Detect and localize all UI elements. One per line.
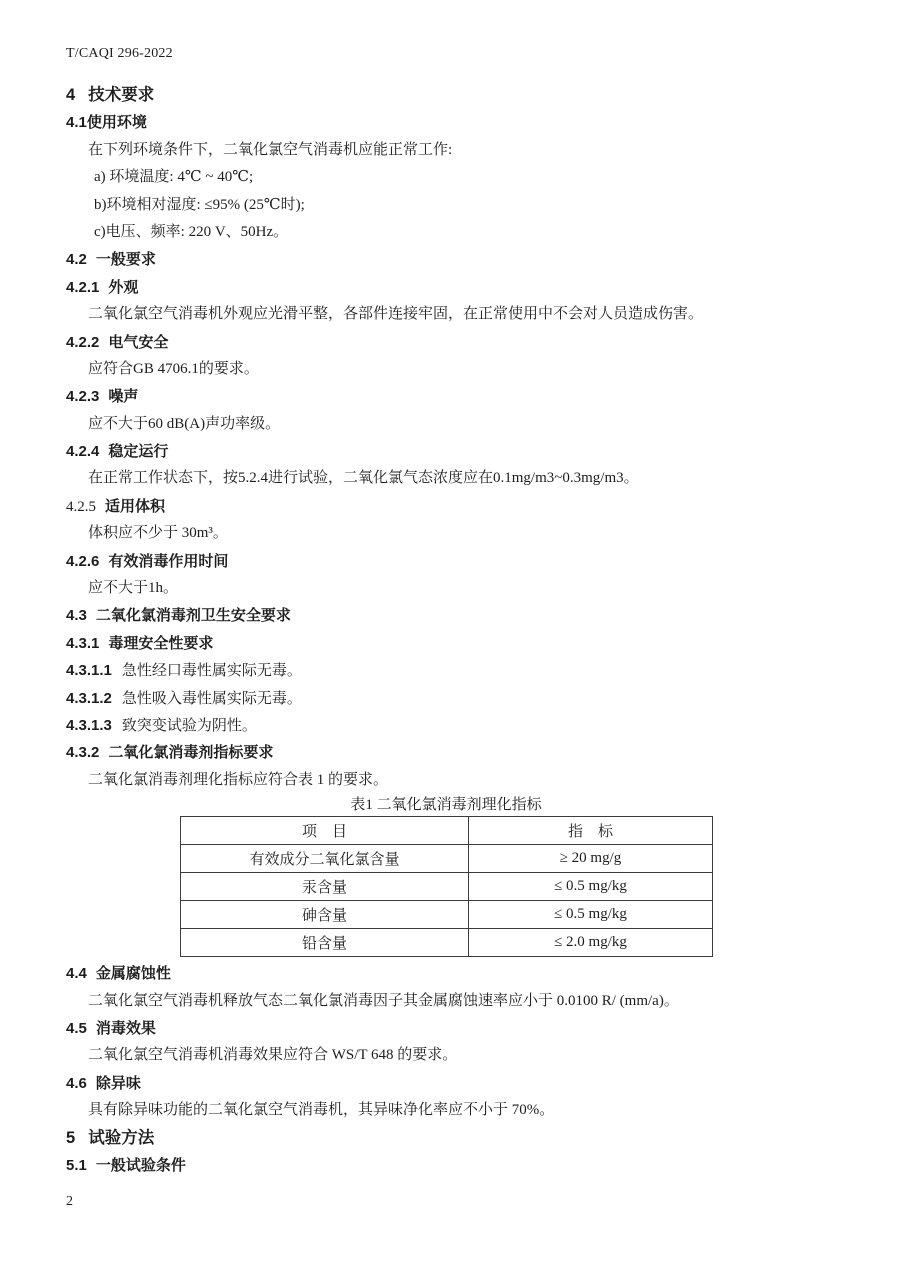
table-header-row [181, 817, 713, 845]
clause-text: 致突变试验为阴性。 [121, 717, 257, 734]
heading-4-5 [66, 1015, 840, 1042]
column-header-spec: 指 标 [469, 817, 713, 845]
cell-spec: ≥ 20 mg/g [469, 845, 713, 873]
paragraph-4-2-3: 应不大于60 dB(A)声功率级。 [88, 415, 281, 432]
column-header-item: 项 目 [181, 817, 469, 845]
clause-4-3-1-2 [66, 685, 840, 712]
heading-4-1 [66, 109, 840, 136]
heading-4-6 [66, 1070, 840, 1097]
heading-number: 4.2.4 [66, 443, 100, 461]
heading-number: 4.1 [66, 114, 87, 132]
heading-4-3-2 [66, 739, 840, 766]
heading-title: 试验方法 [88, 1128, 155, 1147]
heading-number: 5.1 [66, 1156, 87, 1174]
paragraph-4-2-5: 体积应不少于 30m³。 [88, 525, 228, 542]
table-row [181, 845, 713, 873]
table-1-block [66, 794, 840, 957]
standard-number-header: T/CAQI 296-2022 [66, 46, 173, 61]
heading-number: 4.3.2 [66, 744, 100, 762]
paragraph-4-4: 二氧化氯空气消毒机释放气态二氧化氯消毒因子其金属腐蚀速率应小于 0.0100 R/ (mm/a)。 [88, 992, 679, 1009]
heading-4-3-1 [66, 630, 840, 657]
heading-number: 4.3 [66, 607, 87, 625]
heading-4-2-2 [66, 329, 840, 356]
cell-item: 砷含量 [181, 901, 469, 929]
heading-number: 5 [66, 1128, 76, 1147]
table-row [181, 873, 713, 901]
cell-spec: ≤ 0.5 mg/kg [469, 873, 713, 901]
paragraph-4-6: 具有除异味功能的二氧化氯空气消毒机，其异味净化率应不小于 70%。 [88, 1102, 555, 1119]
table-row [181, 929, 713, 957]
heading-number: 4.2.5 [66, 498, 96, 515]
cell-spec: ≤ 2.0 mg/kg [469, 929, 713, 957]
heading-title: 消毒效果 [95, 1019, 156, 1037]
cell-item: 铅含量 [181, 929, 469, 957]
heading-4-2-6 [66, 548, 840, 575]
paragraph-4-2-2: 应符合GB 4706.1的要求。 [88, 360, 259, 377]
table-1-caption: 表1 二氧化氯消毒剂理化指标 [350, 797, 542, 814]
clause-4-3-1-1 [66, 657, 840, 684]
heading-number: 4.4 [66, 965, 87, 983]
paragraph-4-5: 二氧化氯空气消毒机消毒效果应符合 WS/T 648 的要求。 [88, 1047, 458, 1064]
heading-4-2-3 [66, 383, 840, 410]
heading-title: 外观 [108, 278, 139, 296]
heading-number: 4.6 [66, 1074, 87, 1092]
heading-title: 有效消毒作用时间 [108, 552, 229, 570]
heading-number: 4.2.3 [66, 388, 100, 406]
heading-title: 电气安全 [108, 333, 169, 351]
heading-title: 二氧化氯消毒剂指标要求 [108, 744, 274, 762]
paragraph-4-1-intro: 在下列环境条件下，二氧化氯空气消毒机应能正常工作: [88, 141, 453, 158]
paragraph-4-2-6: 应不大于1h。 [88, 580, 179, 597]
heading-title: 除异味 [95, 1074, 141, 1092]
heading-5-1 [66, 1152, 840, 1179]
list-item-a: a) 环境温度: 4℃ ~ 40℃; [94, 169, 254, 186]
clause-text: 急性经口毒性属实际无毒。 [121, 663, 302, 680]
heading-number: 4.2 [66, 251, 87, 269]
list-item-c: c)电压、频率: 220 V、50Hz。 [94, 223, 289, 240]
heading-number: 4.3.1 [66, 634, 100, 652]
table-1 [180, 816, 713, 957]
clause-4-3-1-3 [66, 712, 840, 739]
page-number: 2 [66, 1194, 73, 1209]
heading-title: 毒理安全性要求 [108, 634, 214, 652]
heading-title: 二氧化氯消毒剂卫生安全要求 [95, 607, 291, 625]
heading-title: 技术要求 [88, 86, 155, 104]
paragraph-4-3-2: 二氧化氯消毒剂理化指标应符合表 1 的要求。 [88, 771, 389, 788]
table-row [181, 901, 713, 929]
heading-5 [66, 1125, 840, 1152]
heading-title: 一般要求 [95, 251, 156, 269]
heading-4-2-4 [66, 438, 840, 465]
document-body [66, 82, 840, 1179]
heading-4 [66, 82, 840, 109]
heading-title: 使用环境 [86, 114, 147, 132]
list-item-b: b)环境相对湿度: ≤95% (25℃时); [94, 196, 305, 213]
heading-title: 稳定运行 [108, 443, 169, 461]
cell-item: 有效成分二氧化氯含量 [181, 845, 469, 873]
heading-4-2-1 [66, 274, 840, 301]
heading-number: 4.2.2 [66, 333, 100, 351]
heading-number: 4.2.6 [66, 552, 100, 570]
clause-number: 4.3.1.1 [66, 662, 112, 680]
heading-4-3 [66, 602, 840, 629]
heading-4-2 [66, 246, 840, 273]
heading-title: 适用体积 [105, 497, 166, 515]
cell-item: 汞含量 [181, 873, 469, 901]
heading-number: 4.5 [66, 1019, 87, 1037]
paragraph-4-2-1: 二氧化氯空气消毒机外观应光滑平整，各部件连接牢固，在正常使用中不会对人员造成伤害。 [88, 306, 704, 323]
heading-title: 金属腐蚀性 [95, 965, 171, 983]
clause-number: 4.3.1.2 [66, 689, 112, 707]
heading-4-2-5 [66, 493, 840, 520]
clause-text: 急性吸入毒性属实际无毒。 [121, 690, 302, 707]
heading-number: 4.2.1 [66, 278, 100, 296]
clause-number: 4.3.1.3 [66, 716, 112, 734]
paragraph-4-2-4: 在正常工作状态下，按5.2.4进行试验，二氧化氯气态浓度应在0.1mg/m3~0.3mg/m3。 [88, 470, 639, 487]
cell-spec: ≤ 0.5 mg/kg [469, 901, 713, 929]
heading-title: 噪声 [108, 388, 139, 406]
heading-title: 一般试验条件 [95, 1156, 186, 1174]
heading-number: 4 [66, 86, 76, 104]
heading-4-4 [66, 960, 840, 987]
